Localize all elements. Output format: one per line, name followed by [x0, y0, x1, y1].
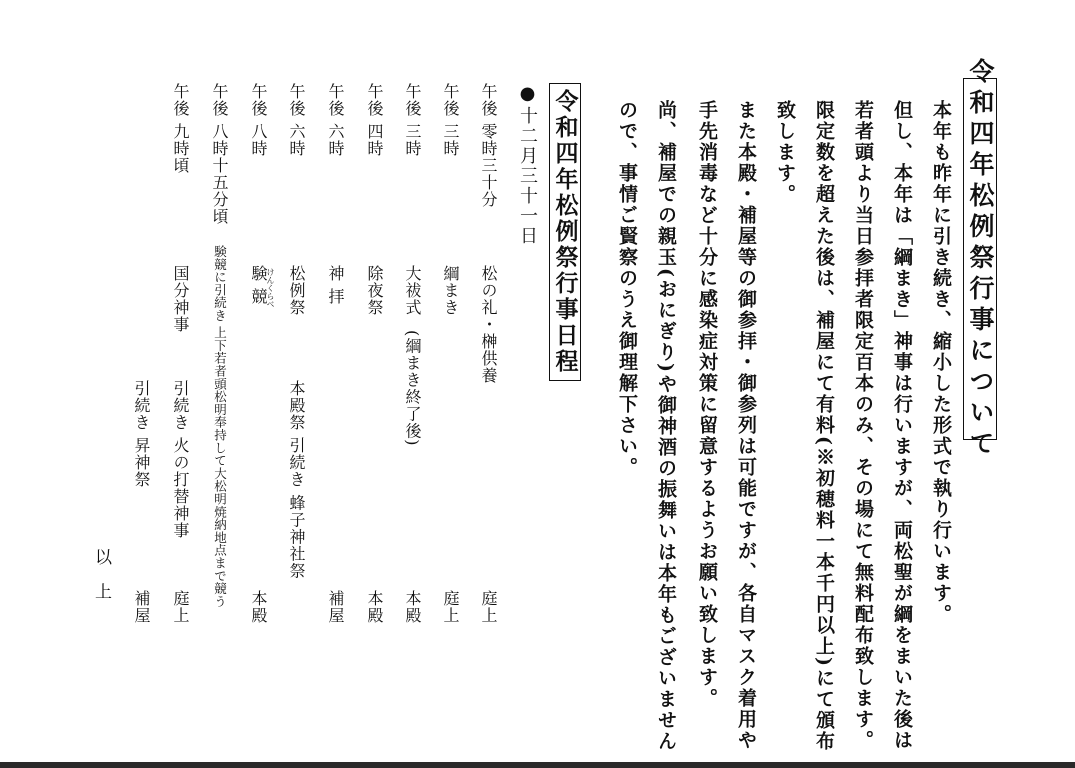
event-time: 午後 六時: [287, 83, 306, 158]
event-place: 補屋: [326, 590, 345, 624]
closing-text: 以 上: [91, 548, 111, 606]
notice-paragraph-4: 限定数を超えた後は、補屋にて有料(※初穂料一本千円以上)にて頒布: [813, 100, 835, 752]
event-time: 午後 四時: [365, 83, 384, 158]
notice-paragraph-6: また本殿・補屋等の御参拝・御参列は可能ですが、各自マスク着用や: [735, 100, 757, 751]
event-name: 神 拝: [326, 265, 345, 306]
notice-paragraph-3: 若者頭より当日参拝者限定百本のみ、その場にて無料配布致します。: [852, 100, 874, 751]
event-time: 午後 八時十五分頃: [210, 83, 229, 226]
event-place: 庭上: [171, 590, 190, 624]
notice-paragraph-8: 尚、補屋での親玉(おにぎり)や御神酒の振舞いは本年もございません: [655, 100, 677, 752]
schedule-date: ●十二月三十一日: [517, 83, 538, 246]
notice-paragraph-9: ので、事情ご賢察のうえ御理解下さい。: [616, 100, 638, 478]
event-continuation: 引続き 火の打替神事: [171, 380, 190, 540]
event-ruby: けんくらべ: [266, 268, 275, 308]
event-place: 本殿: [365, 590, 384, 624]
notice-paragraph-7: 手先消毒など十分に感染症対策に留意するようお願い致します。: [696, 100, 718, 709]
schedule-title-text: 令和四年松例祭行事日程: [551, 89, 579, 375]
event-place: 庭上: [479, 590, 498, 624]
event-name: 大祓式: [403, 265, 422, 316]
event-name: 除夜祭: [365, 265, 384, 316]
event-time: 午後 八時: [249, 83, 268, 158]
event-place: 庭上: [441, 590, 460, 624]
notice-paragraph-1: 本年も昨年に引き続き、縮小した形式で執り行います。: [930, 100, 952, 625]
event-time: 午後 三時: [403, 83, 422, 158]
bottom-border: [0, 762, 1075, 768]
event-name: 験競に引続き 上下若者頭松明奉持して大松明焼納地点まで競う: [212, 245, 228, 608]
event-continuation: 引続き 昇神祭: [132, 380, 151, 489]
event-time: 午後 九時頃: [171, 83, 190, 175]
notice-title-text: 令和四年松例祭行事について: [966, 57, 995, 461]
event-place: 本殿: [249, 590, 268, 624]
event-time: 午後 零時三十分: [479, 83, 498, 209]
event-time: 午後 三時: [441, 83, 460, 158]
event-place: 本殿: [403, 590, 422, 624]
event-name: 国分神事: [171, 265, 190, 333]
notice-paragraph-2: 但し、本年は「綱まき」神事は行いますが、両松聖が綱をまいた後は: [891, 100, 913, 751]
event-name: 松の礼・榊供養: [479, 265, 498, 384]
notice-title: [963, 57, 997, 461]
schedule-title: [549, 83, 581, 381]
notice-paragraph-5: 致します。: [774, 100, 796, 205]
event-name: 験 競: [249, 265, 268, 306]
event-continuation: 本殿祭 引続き 蜂子神社祭: [287, 380, 306, 580]
event-note: (綱まき終了後): [403, 330, 422, 447]
event-place: 補屋: [132, 590, 151, 624]
event-time: 午後 六時: [326, 83, 345, 158]
event-name: 松例祭: [287, 265, 306, 316]
event-name: 綱まき: [441, 265, 460, 316]
